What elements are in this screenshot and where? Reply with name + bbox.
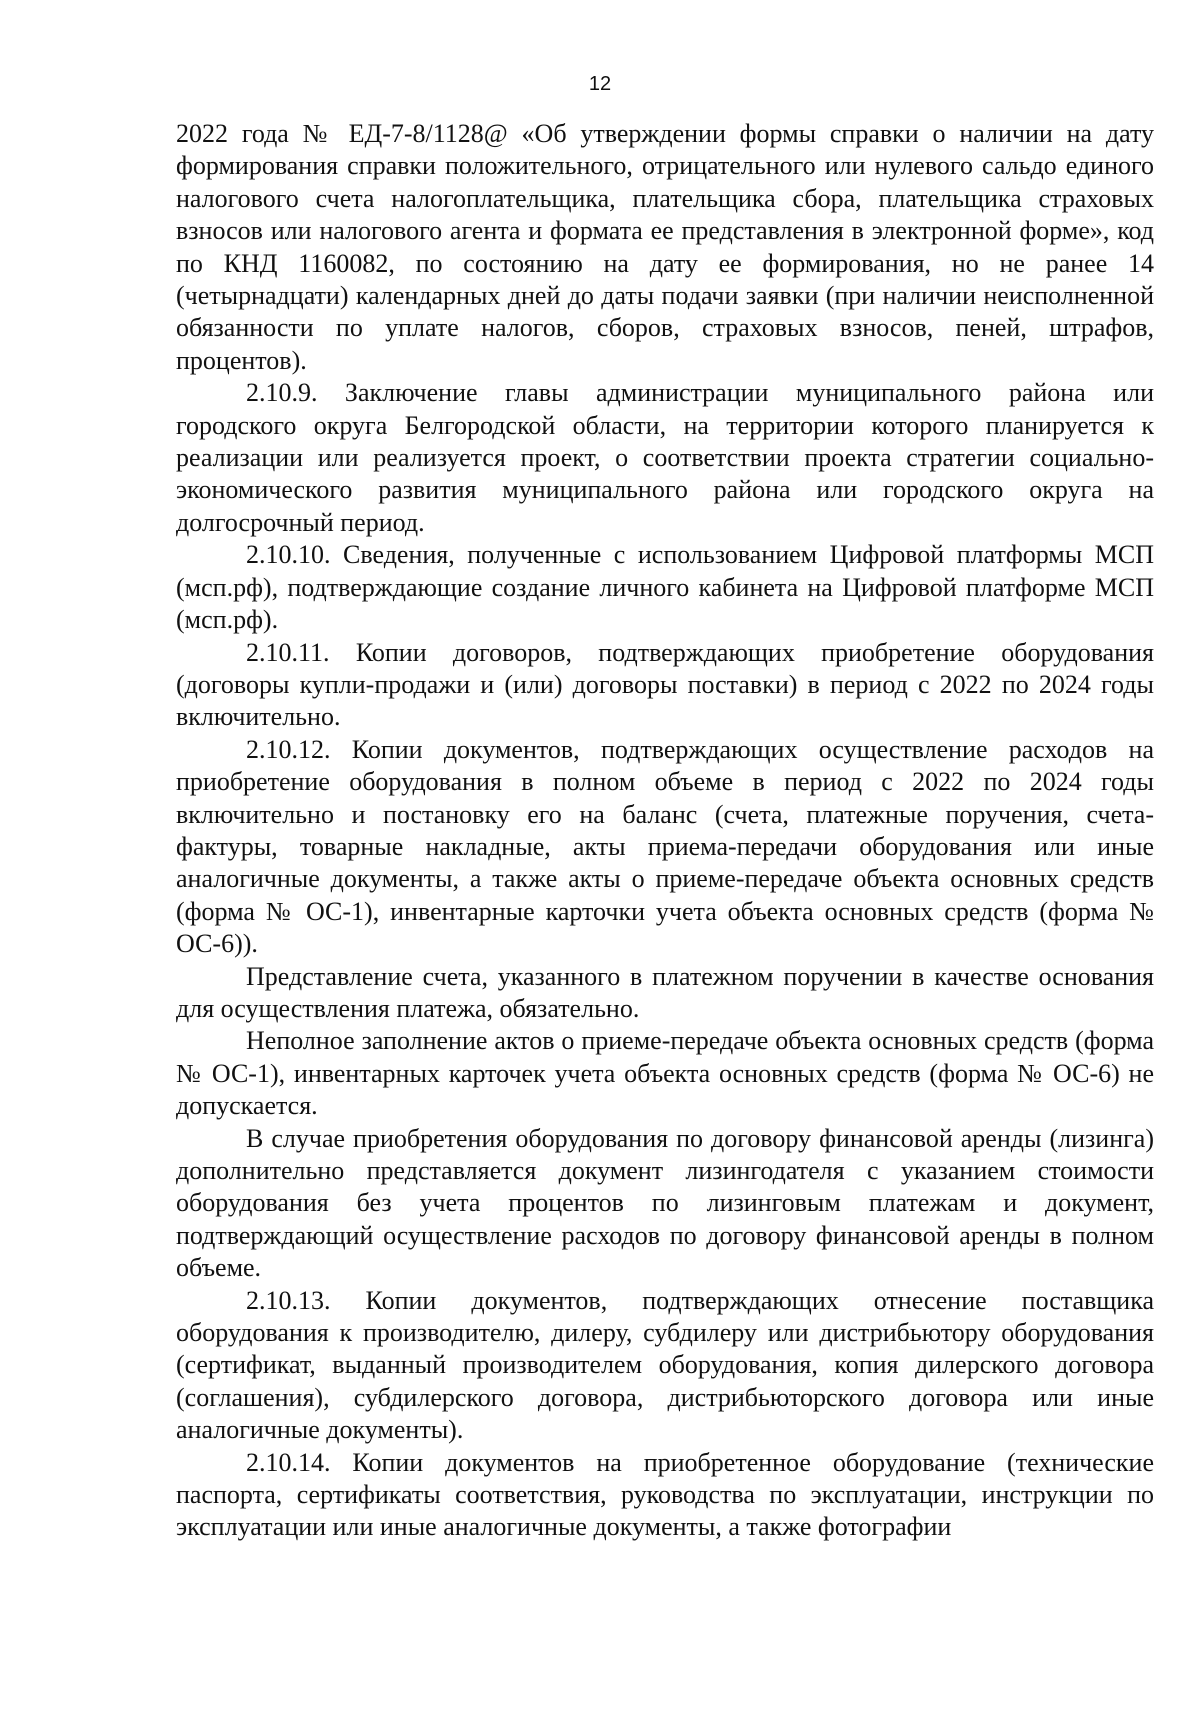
paragraph-continuation: 2022 года № ЕД-7-8/1128@ «Об утверждении формы справки о наличии на дату формирования справки положительного, отрицательного или нулевого сальдо единого налогового счета налогоплательщика, плательщика сбора, плательщика страховых взносов или налогового агента и формата ее представления в электронной форме», код по КНД 1160082, по состоянию на дату ее формирования, но не ранее 14 (четырнадцати) календарных дней до даты подачи заявки (при наличии неисполненной обязанности по уплате налогов, сборов, страховых взносов, пеней, штрафов, процентов).	[176, 119, 1154, 375]
document-body	[176, 118, 1154, 1544]
paragraph-leasing: В случае приобретения оборудования по договору финансовой аренды (лизинга) дополнительно представляется документ лизингодателя с указанием стоимости оборудования без учета процентов по лизинговым платежам и документ, подтверждающий осуществление расходов по договору финансовой аренды в полном объеме.	[176, 1123, 1154, 1283]
paragraph-2-10-10: 2.10.10. Сведения, полученные с использованием Цифровой платформы МСП (мсп.рф), подтверждающие создание личного кабинета на Цифровой платформе МСП (мсп.рф).	[176, 540, 1154, 635]
paragraph-invoice-requirement: Представление счета, указанного в платежном поручении в качестве основания для осуществления платежа, обязательно.	[176, 961, 1154, 1023]
paragraph-2-10-11: 2.10.11. Копии договоров, подтверждающих приобретение оборудования (договоры купли-продажи и (или) договоры поставки) в период с 2022 по 2024 годы включительно.	[176, 637, 1154, 732]
paragraph-2-10-14: 2.10.14. Копии документов на приобретенное оборудование (технические паспорта, сертификаты соответствия, руководства по эксплуатации, инструкции по эксплуатации или иные аналогичные документы, а также фотографии	[176, 1447, 1154, 1542]
page-number: 12	[588, 73, 612, 95]
paragraph-2-10-12: 2.10.12. Копии документов, подтверждающих осуществление расходов на приобретение оборудования в полном объеме в период с 2022 по 2024 годы включительно и постановку его на баланс (счета, платежные поручения, счета-фактуры, товарные накладные, акты приема-передачи оборудования или иные аналогичные документы, а также акты о приеме-передаче объекта основных средств (форма № ОС-1), инвентарные карточки учета объекта основных средств (форма № ОС-6)).	[176, 734, 1154, 959]
paragraph-2-10-13: 2.10.13. Копии документов, подтверждающих отнесение поставщика оборудования к производителю, дилеру, субдилеру или дистрибьютору оборудования (сертификат, выданный производителем оборудования, копия дилерского договора (соглашения), субдилерского договора, дистрибьюторского договора или иные аналогичные документы).	[176, 1285, 1154, 1445]
paragraph-2-10-9: 2.10.9. Заключение главы администрации муниципального района или городского округа Белгородской области, на территории которого планируется к реализации или реализуется проект, о соответствии проекта стратегии социально-экономического развития муниципального района или городского округа на долгосрочный период.	[176, 378, 1154, 537]
paragraph-incomplete-forms: Неполное заполнение актов о приеме-передаче объекта основных средств (форма № ОС-1), инвентарных карточек учета объекта основных средств (форма № ОС-6) не допускается.	[176, 1026, 1154, 1121]
